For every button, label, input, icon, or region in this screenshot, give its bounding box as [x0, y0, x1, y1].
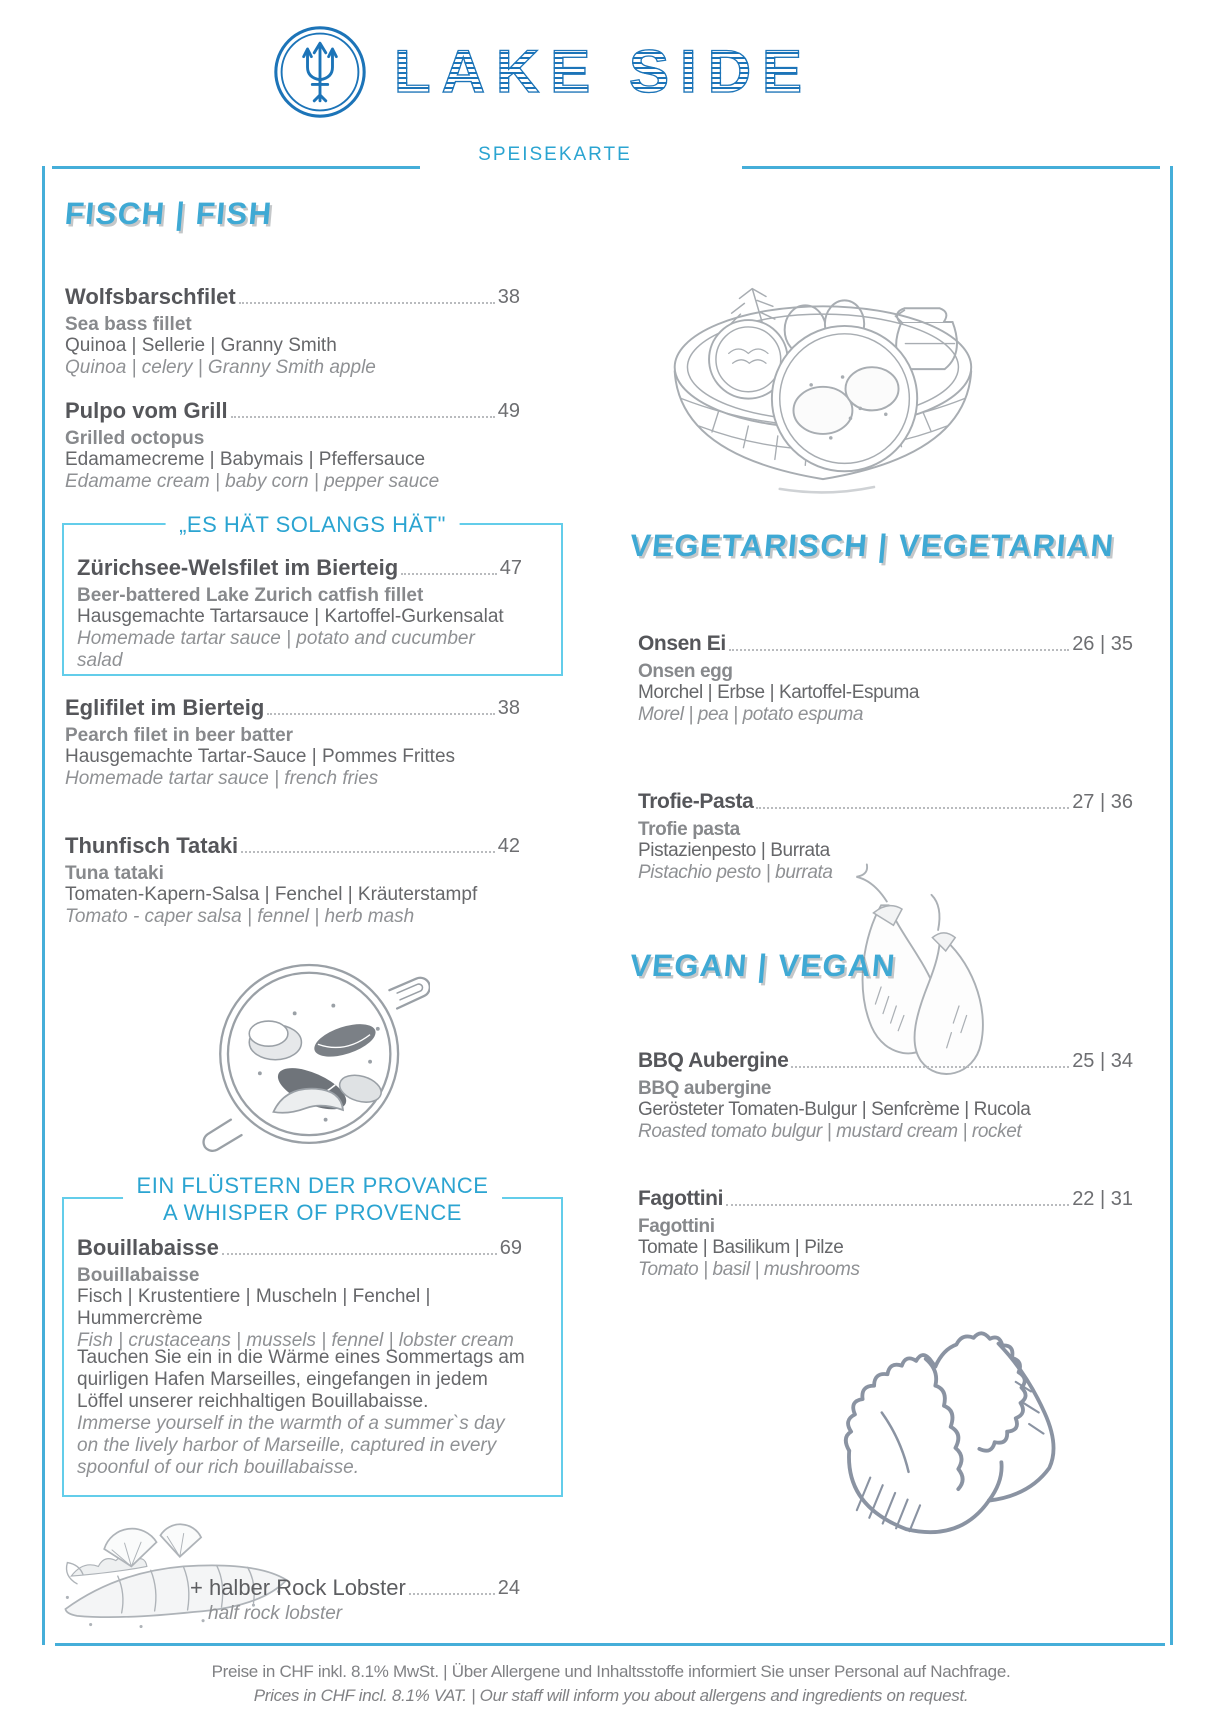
- dotted-leader: [239, 302, 495, 304]
- item-price: 38: [497, 286, 520, 308]
- item-name-row: [638, 1048, 1133, 1074]
- menu-item-thunfisch: [65, 833, 520, 928]
- item-name: Pulpo vom Grill: [65, 398, 228, 423]
- menu-item-welsfilet: [77, 555, 522, 672]
- trident-icon: [272, 24, 368, 120]
- dotted-leader: [267, 713, 494, 715]
- item-price: 22 | 31: [1072, 1188, 1133, 1210]
- item-ingredients-de: Pistazienpesto | Burrata: [638, 840, 830, 861]
- item-ingredients-de: Hausgemachte Tartar-Sauce | Pommes Frittes: [65, 746, 456, 767]
- item-name-row: [77, 555, 522, 581]
- menu-item-bouillabaisse: [77, 1235, 522, 1352]
- item-ingredients-en: Tomato - caper salsa | fennel | herb mash: [65, 906, 415, 927]
- item-name-row: [638, 1186, 1133, 1212]
- menu-item-onsen-ei: [638, 631, 1133, 726]
- item-price: 42: [497, 835, 520, 857]
- provence-title-de: EIN FLÜSTERN DER PROVANCE: [136, 1173, 489, 1198]
- item-subtitle: Fagottini: [638, 1216, 715, 1237]
- item-name-row: [65, 695, 520, 721]
- dotted-leader: [241, 851, 495, 853]
- item-ingredients-en: Roasted tomato bulgur | mustard cream | rocket: [638, 1121, 1022, 1142]
- item-ingredients-de: Gerösteter Tomaten-Bulgur | Senfcrème | Rucola: [638, 1099, 1031, 1120]
- item-name-row: [65, 833, 520, 859]
- item-ingredients-en: Edamame cream | baby corn | pepper sauce: [65, 471, 440, 492]
- dotted-leader: [726, 1204, 1069, 1206]
- item-ingredients-en: Homemade tartar sauce | french fries: [65, 768, 379, 789]
- header-rule-left: [52, 166, 420, 169]
- item-subtitle: Beer-battered Lake Zurich catfish fillet: [77, 585, 424, 606]
- dotted-leader: [401, 573, 497, 575]
- item-ingredients-en: Quinoa | celery | Granny Smith apple: [65, 357, 376, 378]
- header-rule-right: [742, 166, 1160, 169]
- item-subtitle: Trofie pasta: [638, 819, 740, 840]
- item-ingredients-en: Pistachio pesto | burrata: [638, 862, 833, 883]
- provence-box: [62, 1173, 563, 1497]
- item-name: Eglifilet im Bierteig: [65, 695, 265, 720]
- item-name: Bouillabaisse: [77, 1235, 219, 1260]
- item-name-row: [638, 631, 1133, 657]
- item-price: 26 | 35: [1072, 633, 1133, 655]
- footer-note-de: Preise in CHF inkl. 8.1% MwSt. | Über Allergene und Inhaltsstoffe informiert Sie unser Personal auf Nachfrage.: [211, 1662, 1011, 1681]
- menu-item-wolfsbarschfilet: [65, 284, 520, 379]
- item-subtitle: Bouillabaisse: [77, 1265, 200, 1286]
- item-ingredients-de: Tomaten-Kapern-Salsa | Fenchel | Kräuterstampf: [65, 884, 478, 905]
- dotted-leader: [756, 807, 1069, 809]
- page-border-right: [1170, 166, 1173, 1645]
- fagottini-illustration: [788, 1290, 1098, 1558]
- item-price: 47: [499, 557, 522, 579]
- item-ingredients-de: Hausgemachte Tartarsauce | Kartoffel-Gurkensalat: [77, 606, 504, 627]
- item-subtitle: BBQ aubergine: [638, 1078, 772, 1099]
- section-heading-fish: FISCH | FISH: [63, 196, 275, 231]
- item-ingredients-de: Fisch | Krustentiere | Muscheln | Fenchel | Hummercrème: [77, 1286, 431, 1329]
- item-name-row: [190, 1575, 520, 1601]
- item-subtitle: half rock lobster: [208, 1603, 343, 1624]
- item-name: Zürichsee-Welsfilet im Bierteig: [77, 555, 399, 580]
- item-ingredients-en: Fish | crustaceans | mussels | fennel | lobster cream: [77, 1330, 514, 1351]
- item-subtitle: Tuna tataki: [65, 863, 164, 884]
- item-subtitle: Pearch filet in beer batter: [65, 725, 294, 746]
- logo-wordmark: LAKE SIDE: [394, 22, 813, 122]
- provence-box-title: [123, 1172, 503, 1226]
- item-name: Onsen Ei: [638, 632, 726, 655]
- item-ingredients-de: Edamamecreme | Babymais | Pfeffersauce: [65, 449, 426, 470]
- item-ingredients-de: Morchel | Erbse | Kartoffel-Espuma: [638, 682, 920, 703]
- menu-item-fagottini: [638, 1186, 1133, 1281]
- dotted-leader: [222, 1253, 497, 1255]
- item-price: 24: [497, 1577, 520, 1599]
- onsen-egg-basket-illustration: [658, 248, 982, 506]
- item-ingredients-en: Homemade tartar sauce | potato and cucumber salad: [77, 628, 475, 671]
- item-name-row: [638, 789, 1133, 815]
- menu-item-bbq-aubergine: [638, 1048, 1133, 1143]
- menu-item-pulpo: [65, 398, 520, 493]
- item-ingredients-de: Quinoa | Sellerie | Granny Smith: [65, 335, 337, 356]
- item-price: 49: [497, 400, 520, 422]
- item-ingredients-de: Tomate | Basilikum | Pilze: [638, 1237, 844, 1258]
- item-subtitle: Sea bass fillet: [65, 314, 192, 335]
- item-ingredients-en: Tomato | basil | mushrooms: [638, 1259, 860, 1280]
- special-box: [62, 512, 563, 676]
- item-name: Wolfsbarschfilet: [65, 284, 236, 309]
- description-en: Immerse yourself in the warmth of a summer`s day on the lively harbor of Marseille, captured in every spoonful of our rich bouillabaisse.: [77, 1413, 505, 1478]
- provence-title-en: A WHISPER OF PROVENCE: [162, 1200, 462, 1225]
- item-name: Fagottini: [638, 1187, 724, 1210]
- section-heading-vegetarian: VEGETARISCH | VEGETARIAN: [628, 528, 1117, 563]
- item-name-row: [65, 284, 520, 310]
- item-price: 38: [497, 697, 520, 719]
- item-price: 25 | 34: [1072, 1050, 1133, 1072]
- item-subtitle: Grilled octopus: [65, 428, 205, 449]
- item-name: + halber Rock Lobster: [190, 1575, 406, 1600]
- item-name: Thunfisch Tataki: [65, 833, 239, 858]
- dotted-leader: [729, 649, 1069, 651]
- dotted-leader: [791, 1066, 1069, 1068]
- item-name: BBQ Aubergine: [638, 1049, 789, 1072]
- item-price: 69: [499, 1237, 522, 1259]
- footer-note-en: Prices in CHF incl. 8.1% VAT. | Our staff will inform you about allergens and ingredients on request.: [253, 1686, 969, 1705]
- item-ingredients-en: Morel | pea | potato espuma: [638, 704, 864, 725]
- item-subtitle: Onsen egg: [638, 661, 733, 682]
- page-border-left: [42, 166, 45, 1645]
- dotted-leader: [409, 1593, 495, 1595]
- item-name-row: [65, 398, 520, 424]
- description-de: Tauchen Sie ein in die Wärme eines Sommertags am quirligen Hafen Marseilles, eingefangen in jedem Löffel unserer reichhaltigen Bouillabaisse.: [77, 1347, 525, 1412]
- item-name-row: [77, 1235, 522, 1261]
- dotted-leader: [231, 416, 495, 418]
- section-heading-vegan: VEGAN | VEGAN: [628, 948, 898, 983]
- item-name: Trofie-Pasta: [638, 790, 754, 813]
- menu-item-eglifilet: [65, 695, 520, 790]
- menu-subtitle: SPEISEKARTE: [478, 144, 632, 165]
- bouillabaisse-pot-illustration: [198, 943, 430, 1161]
- special-box-title: „ES HÄT SOLANGS HÄT": [165, 511, 460, 538]
- bouillabaisse-description: [77, 1347, 527, 1479]
- menu-item-rock-lobster: [190, 1575, 520, 1624]
- item-price: 27 | 36: [1072, 791, 1133, 813]
- footer-rule: [55, 1643, 1165, 1646]
- restaurant-logo: [272, 22, 852, 122]
